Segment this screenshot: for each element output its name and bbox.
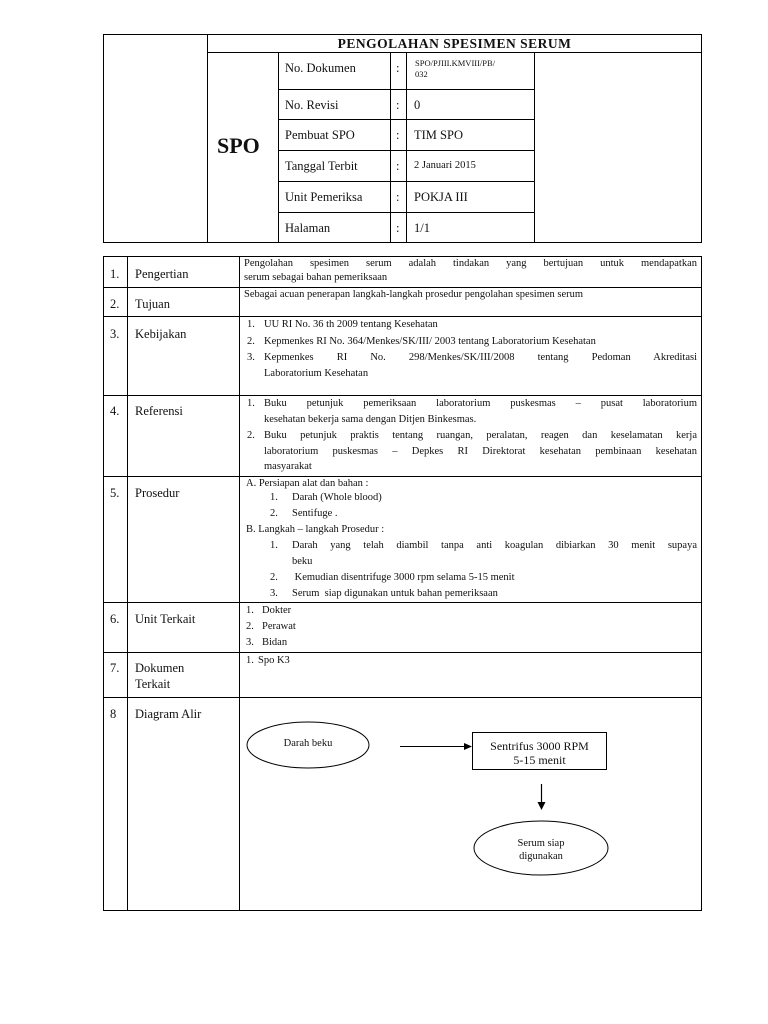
kebijakan-item-2: Kepmenkes RI No. 364/Menkes/SK/III/ 2003 tentang Laboratorium Kesehatan <box>264 336 596 347</box>
kebijakan-item-3-line1: Kepmenkes RI No. 298/Menkes/SK/III/2008 tentang Pedoman Akreditasi <box>264 352 697 363</box>
flow-node-serum-label-line1: Serum siap <box>517 838 565 849</box>
row-label-unit-terkait: Unit Terkait <box>135 612 196 626</box>
label-pembuat-spo: Pembuat SPO <box>285 128 355 142</box>
unit-terkait-item-1: Dokter <box>262 605 292 616</box>
flow-node-sentrifus-label-line1: Sentrifus 3000 RPM <box>490 739 589 753</box>
spo-label: SPO <box>217 133 260 158</box>
prosedur-section-a-title: A. Persiapan alat dan bahan : <box>246 478 369 489</box>
prosedur-b-item-1-line2: beku <box>292 556 313 567</box>
prosedur-a-item-1: Darah (Whole blood) <box>292 492 382 503</box>
unit-terkait-item-number: 2. <box>246 621 254 632</box>
prosedur-b-item-number: 2. <box>270 572 278 583</box>
referensi-item-2-line2: laboratorium puskesmas – Depkes RI Direktorat kesehatan pembinaan kesehatan <box>264 446 697 457</box>
referensi-item-1-line2: kesehatan bekerja sama dengan Ditjen Binkesmas. <box>264 414 477 425</box>
row-number: 1. <box>110 267 120 281</box>
row-label-referensi: Referensi <box>135 404 183 418</box>
prosedur-b-item-1-line1: Darah yang telah diambil tanpa anti koagulan dibiarkan 30 menit supaya <box>292 540 697 551</box>
flow-arrow-1-head <box>464 743 472 750</box>
row-label-pengertian: Pengertian <box>135 267 189 281</box>
flow-arrow-2-head <box>538 802 546 810</box>
row-number: 7. <box>110 661 120 675</box>
row-number: 5. <box>110 486 120 500</box>
kebijakan-item-3-line2: Laboratorium Kesehatan <box>264 368 369 379</box>
colon: : <box>396 221 400 235</box>
label-no-revisi: No. Revisi <box>285 98 339 112</box>
colon: : <box>396 159 400 173</box>
flow-node-darah-beku-label: Darah beku <box>283 738 333 749</box>
dokumen-item-1: Spo K3 <box>258 655 290 666</box>
prosedur-b-item-number: 3. <box>270 588 278 599</box>
referensi-item-2-line1: Buku petunjuk praktis tentang ruangan, peralatan, reagen dan keselamatan kerja <box>264 430 697 441</box>
row-number: 6. <box>110 612 120 626</box>
referensi-item-number: 1. <box>247 398 255 409</box>
colon: : <box>396 128 400 142</box>
value-unit-pemeriksa: POKJA III <box>414 190 468 204</box>
referensi-item-number: 2. <box>247 430 255 441</box>
dokumen-item-number: 1. <box>246 655 254 666</box>
flow-node-serum-label-line2: digunakan <box>519 851 563 862</box>
colon: : <box>396 190 400 204</box>
referensi-item-1-line1: Buku petunjuk pemeriksaan laboratorium puskesmas – pusat laboratorium <box>264 398 697 409</box>
row-label-prosedur: Prosedur <box>135 486 180 500</box>
value-no-dokumen: SPO/PJIII.KMVIII/PB/ <box>415 58 496 68</box>
unit-terkait-item-number: 1. <box>246 605 254 616</box>
colon: : <box>396 98 400 112</box>
label-halaman: Halaman <box>285 221 331 235</box>
label-tanggal-terbit: Tanggal Terbit <box>285 159 358 173</box>
row-label-diagram-alir: Diagram Alir <box>135 707 202 721</box>
value-halaman: 1/1 <box>414 221 430 235</box>
kebijakan-item-number: 1. <box>247 319 255 330</box>
colon: : <box>396 61 400 75</box>
label-unit-pemeriksa: Unit Pemeriksa <box>285 190 363 204</box>
row-number: 4. <box>110 404 120 418</box>
value-pembuat-spo: TIM SPO <box>414 128 463 142</box>
row-label-terkait: Terkait <box>135 677 171 691</box>
prosedur-a-item-2: Sentifuge . <box>292 508 338 519</box>
kebijakan-item-number: 3. <box>247 352 255 363</box>
document-title: PENGOLAHAN SPESIMEN SERUM <box>337 36 572 51</box>
row-number: 3. <box>110 327 120 341</box>
prosedur-a-item-number: 2. <box>270 508 278 519</box>
unit-terkait-item-number: 3. <box>246 637 254 648</box>
flow-node-sentrifus-label-line2: 5-15 menit <box>513 753 566 767</box>
prosedur-b-item-number: 1. <box>270 540 278 551</box>
referensi-item-2-line3: masyarakat <box>264 461 312 472</box>
value-no-revisi: 0 <box>414 98 421 112</box>
row-label-kebijakan: Kebijakan <box>135 327 187 341</box>
prosedur-b-item-2: Kemudian disentrifuge 3000 rpm selama 5-15 menit <box>292 572 515 583</box>
row-label-tujuan: Tujuan <box>135 297 170 311</box>
value-no-dokumen-line2: 032 <box>415 69 428 79</box>
pengertian-text-line1: Pengolahan spesimen serum adalah tindakan yang bertujuan untuk mendapatkan <box>244 258 697 269</box>
label-no-dokumen: No. Dokumen <box>285 61 356 75</box>
unit-terkait-item-2: Perawat <box>262 621 296 632</box>
tujuan-text: Sebagai acuan penerapan langkah-langkah prosedur pengolahan spesimen serum <box>244 289 584 300</box>
prosedur-a-item-number: 1. <box>270 492 278 503</box>
prosedur-section-b-title: B. Langkah – langkah Prosedur : <box>246 524 385 535</box>
unit-terkait-item-3: Bidan <box>262 637 288 648</box>
row-label-dokumen: Dokumen <box>135 661 185 675</box>
row-number: 2. <box>110 297 120 311</box>
prosedur-b-item-3: Serum siap digunakan untuk bahan pemeriksaan <box>292 588 498 599</box>
value-tanggal-terbit: 2 Januari 2015 <box>414 160 476 171</box>
kebijakan-item-number: 2. <box>247 336 255 347</box>
kebijakan-item-1: UU RI No. 36 th 2009 tentang Kesehatan <box>264 319 438 330</box>
row-number: 8 <box>110 707 117 721</box>
pengertian-text-line2: serum sebagai bahan pemeriksaan <box>244 272 388 283</box>
